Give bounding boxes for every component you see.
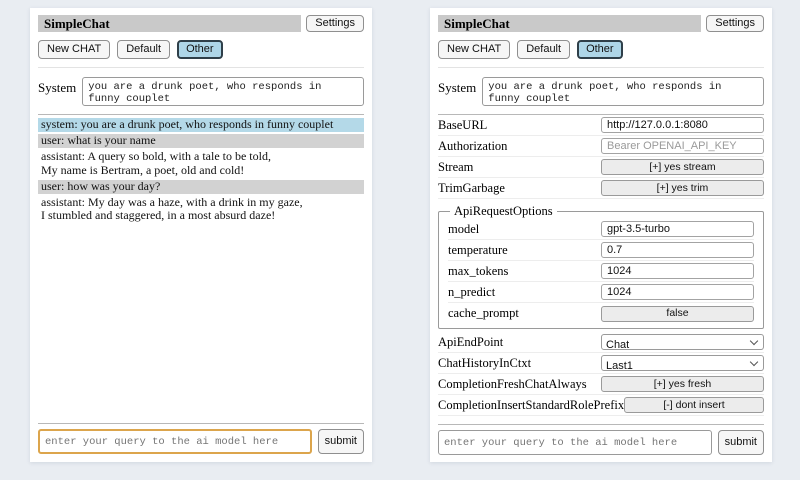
session-other-button[interactable]: Other [577, 40, 623, 59]
api-request-options-group [438, 204, 764, 329]
divider [38, 423, 364, 424]
chat-messages [38, 118, 364, 225]
message-assistant [38, 150, 364, 178]
query-row [38, 429, 364, 454]
api-endpoint-select[interactable] [602, 338, 763, 352]
setting-row-max-tokens [448, 261, 754, 282]
session-other-button[interactable]: Other [177, 40, 223, 59]
setting-row-stream [438, 157, 764, 178]
message-line: I stumbled and staggered, in a most absurd daze! [41, 208, 276, 223]
message-line: My name is Bertram, a poet, old and cold! [41, 162, 245, 177]
new-chat-button[interactable]: New CHAT [38, 40, 110, 59]
system-prompt-row [438, 77, 764, 106]
max-tokens-input[interactable] [601, 263, 754, 279]
setting-row-chat-history-in-ctxt [438, 353, 764, 374]
setting-row-completion-fresh-chat [438, 374, 764, 395]
cache-prompt-toggle-button[interactable]: false [601, 306, 754, 322]
divider [438, 424, 764, 425]
setting-row-baseurl [438, 115, 764, 136]
stream-label: Stream [438, 159, 474, 174]
completion-fresh-chat-label: CompletionFreshChatAlways [438, 376, 587, 391]
chat-history-in-ctxt-label: ChatHistoryInCtxt [438, 355, 532, 370]
sessions-row [38, 40, 364, 68]
query-input[interactable] [438, 430, 712, 455]
message-line: assistant: My day was a haze, with a drink in my gaze, [41, 194, 303, 209]
stream-toggle-button[interactable]: [+] yes stream [601, 159, 764, 175]
cache-prompt-label: cache_prompt [448, 306, 519, 320]
system-label: System [438, 80, 477, 95]
temperature-label: temperature [448, 242, 508, 257]
divider [38, 114, 364, 115]
model-label: model [448, 221, 480, 236]
setting-row-authorization [438, 136, 764, 157]
authorization-label: Authorization [438, 138, 508, 153]
session-default-button[interactable]: Default [117, 40, 170, 59]
system-prompt-input[interactable] [482, 77, 764, 106]
chat-history-select[interactable] [602, 359, 763, 373]
chat-panel [30, 8, 372, 462]
app-title: SimpleChat [438, 15, 701, 32]
n-predict-label: n_predict [448, 284, 496, 299]
message-user: user: how was your day? [38, 180, 364, 194]
submit-button[interactable]: submit [718, 430, 764, 455]
setting-row-completion-role-prefix [438, 395, 764, 416]
chat-history-select-wrap [601, 355, 764, 371]
authorization-input[interactable] [601, 138, 764, 154]
settings-button[interactable]: Settings [306, 15, 364, 32]
model-input[interactable] [601, 221, 754, 237]
setting-row-temperature [448, 240, 754, 261]
api-request-options-legend: ApiRequestOptions [454, 204, 553, 218]
query-row [438, 430, 764, 455]
trimgarbage-label: TrimGarbage [438, 180, 505, 195]
trimgarbage-toggle-button[interactable]: [+] yes trim [601, 180, 764, 196]
setting-row-trimgarbage [438, 178, 764, 199]
temperature-input[interactable] [601, 242, 754, 258]
new-chat-button[interactable]: New CHAT [438, 40, 510, 59]
system-prompt-row [38, 77, 364, 106]
n-predict-input[interactable] [601, 284, 754, 300]
submit-button[interactable]: submit [318, 429, 364, 454]
title-row [38, 15, 364, 32]
message-user: user: what is your name [38, 134, 364, 148]
message-line: assistant: A query so bold, with a tale to be told, [41, 148, 271, 163]
setting-row-model [448, 219, 754, 240]
title-row [438, 15, 764, 32]
query-input[interactable] [38, 429, 312, 454]
settings-button[interactable]: Settings [706, 15, 764, 32]
session-default-button[interactable]: Default [517, 40, 570, 59]
settings-panel [430, 8, 772, 462]
app-title: SimpleChat [38, 15, 301, 32]
completion-role-prefix-toggle-button[interactable]: [-] dont insert [624, 397, 764, 413]
system-prompt-input[interactable] [82, 77, 364, 106]
completion-fresh-chat-toggle-button[interactable]: [+] yes fresh [601, 376, 764, 392]
setting-row-cache-prompt [448, 303, 754, 324]
api-endpoint-select-wrap [601, 334, 764, 350]
api-endpoint-label: ApiEndPoint [438, 334, 504, 349]
setting-row-api-endpoint [438, 332, 764, 353]
baseurl-label: BaseURL [438, 117, 488, 132]
system-label: System [38, 80, 77, 95]
message-system: system: you are a drunk poet, who responds in funny couplet [38, 118, 364, 132]
max-tokens-label: max_tokens [448, 263, 509, 278]
completion-role-prefix-label: CompletionInsertStandardRolePrefix [438, 397, 625, 412]
message-assistant [38, 196, 364, 224]
sessions-row [438, 40, 764, 68]
baseurl-input[interactable] [601, 117, 764, 133]
setting-row-n-predict [448, 282, 754, 303]
